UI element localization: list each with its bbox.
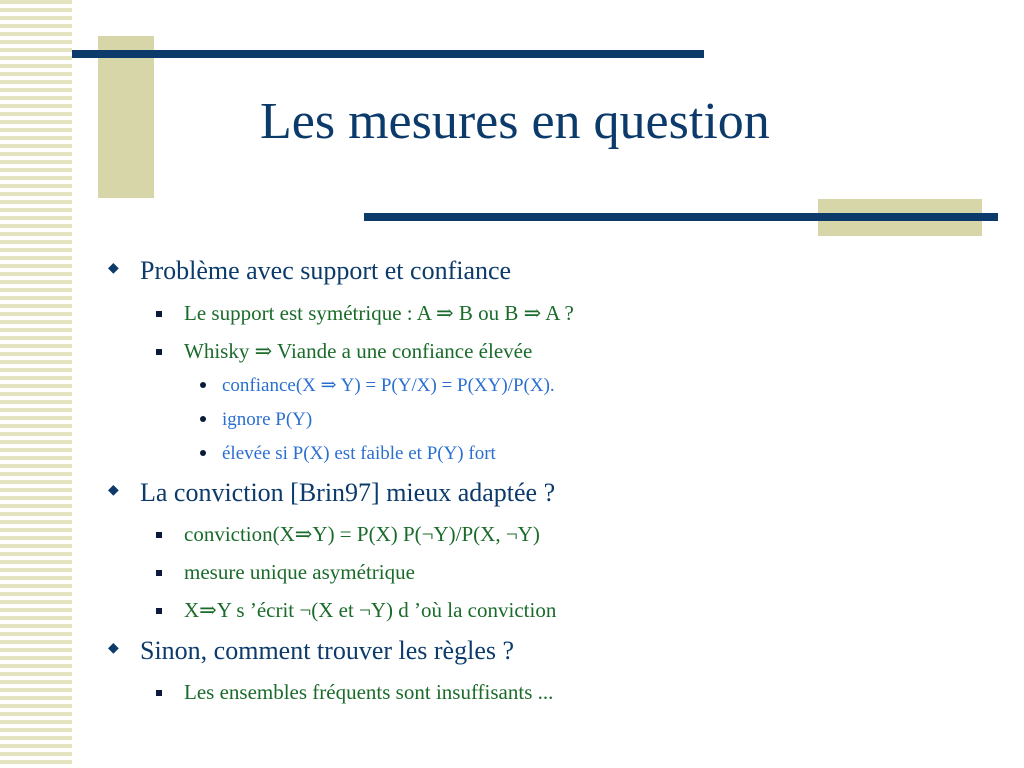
dot-bullet-icon [200,416,206,422]
bullet-level3: ignore P(Y) [222,409,313,430]
diamond-bullet-icon: ◆ [108,261,119,276]
bullet-level3: élevée si P(X) est faible et P(Y) fort [222,443,496,464]
accent-block-top [98,36,154,198]
bullet-level2: Le support est symétrique : A ⇒ B ou B ⇒ A ? [184,301,574,325]
bullet-level2: X⇒Y s ’écrit ¬(X et ¬Y) d ’où la conviction [184,598,557,622]
bullet-level3: confiance(X ⇒ Y) = P(Y/X) = P(XY)/P(X). [222,375,555,396]
bullet-level1: Problème avec support et confiance [140,256,512,285]
title-rule-bottom [364,213,998,221]
square-bullet-icon [156,690,162,696]
square-bullet-icon [156,608,162,614]
bullet-level1: Sinon, comment trouver les règles ? [140,636,515,665]
slide-title: Les mesures en question [260,93,770,150]
title-rule-top [72,50,704,58]
bullet-level1: La conviction [Brin97] mieux adaptée ? [140,478,556,507]
bullet-level2: mesure unique asymétrique [184,560,415,584]
square-bullet-icon [156,311,162,317]
bullet-level2: Les ensembles fréquents sont insuffisants ... [184,680,554,704]
dot-bullet-icon [200,382,206,388]
decorative-stripes [0,0,72,768]
square-bullet-icon [156,532,162,538]
bullet-level2: Whisky ⇒ Viande a une confiance élevée [184,339,533,363]
square-bullet-icon [156,570,162,576]
dot-bullet-icon [200,450,206,456]
square-bullet-icon [156,349,162,355]
diamond-bullet-icon: ◆ [108,641,119,656]
diamond-bullet-icon: ◆ [108,483,119,498]
bullet-level2: conviction(X⇒Y) = P(X) P(¬Y)/P(X, ¬Y) [184,522,540,546]
